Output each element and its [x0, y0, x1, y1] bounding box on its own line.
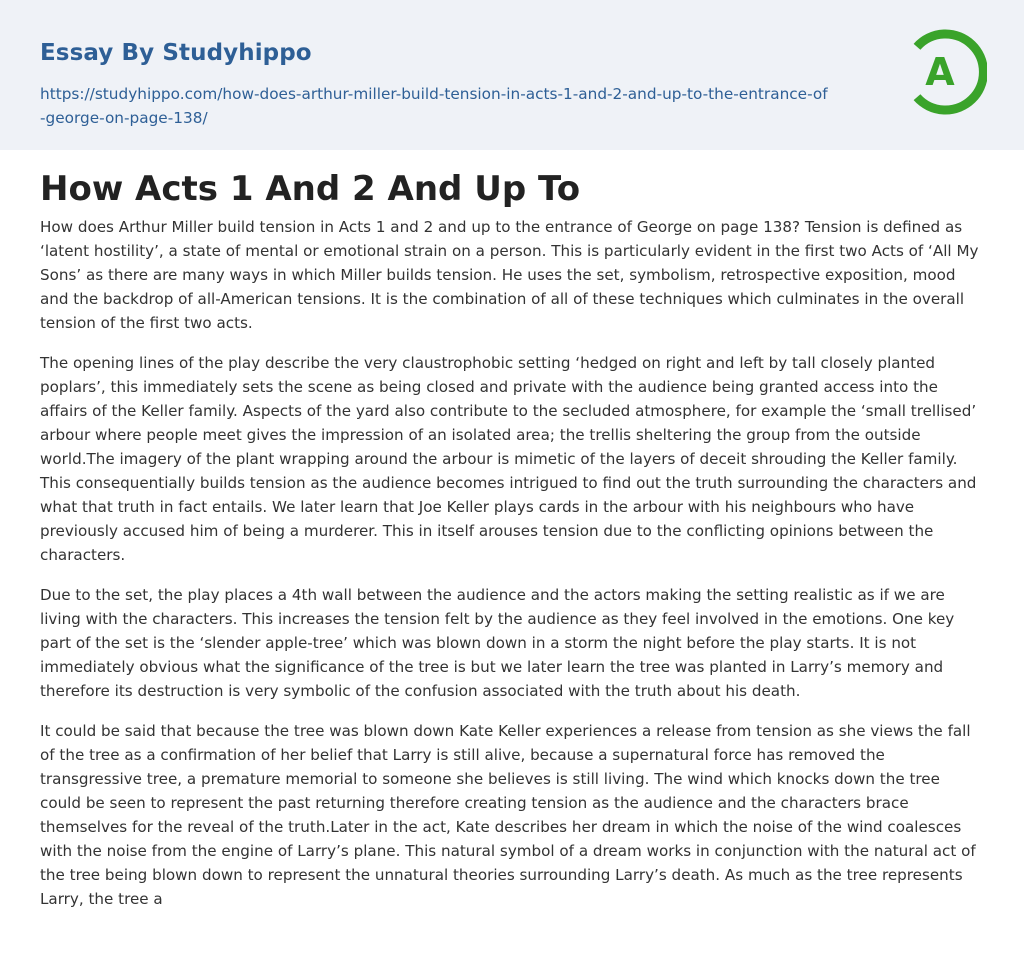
essay-body: [40, 215, 984, 927]
brand-title: Essay By Studyhippo: [40, 40, 312, 66]
essay-paragraph: The opening lines of the play describe the very claustrophobic setting ‘hedged on right and left by tall closely planted poplars’, this immediately sets the scene as being closed and private with the audience being granted access into the affairs of the Keller family. Aspects of the yard also contribute to the secluded atmosphere, for example the ‘small trellised’ arbour where people meet gives the impression of an isolated area; the trellis sheltering the group from the outside world.The imagery of the plant wrapping around the arbour is mimetic of the layers of deceit shrouding the Keller family. This consequentially builds tension as the audience becomes intrigued to find out the truth surrounding the characters and what that truth in fact entails. We later learn that Joe Keller plays cards in the arbour with his neighbours who have previously accused him of being a murderer. This in itself arouses tension due to the conflicting opinions between the characters.: [40, 354, 977, 564]
essay-paragraph: How does Arthur Miller build tension in Acts 1 and 2 and up to the entrance of George on page 138? Tension is defined as ‘latent hostility’, a state of mental or emotional strain on a person. This is particularly evident in the first two Acts of ‘All My Sons’ as there are many ways in which Miller builds tension. He uses the set, symbolism, retrospective exposition, mood and the backdrop of all-American tensions. It is the combination of all of these techniques which culminates in the overall tension of the first two acts.: [40, 218, 979, 332]
logo-letter: A: [925, 50, 955, 94]
studyhippo-logo-icon: [907, 28, 987, 116]
essay-title: How Acts 1 And 2 And Up To: [40, 169, 581, 209]
source-url-link[interactable]: https://studyhippo.com/how-does-arthur-miller-build-tension-in-acts-1-and-2-and-up-to-the-entrance-of-george-on-page-138/: [40, 85, 828, 127]
essay-paragraph: It could be said that because the tree was blown down Kate Keller experiences a release from tension as she views the fall of the tree as a confirmation of her belief that Larry is still alive, because a supernatural force has removed the transgressive tree, a premature memorial to someone she believes is still living. The wind which knocks down the tree could be seen to represent the past returning therefore creating tension as the audience and the characters brace themselves for the reveal of the truth.Later in the act, Kate describes her dream in which the noise of the wind coalesces with the noise from the engine of Larry’s plane. This natural symbol of a dream works in conjunction with the natural act of the tree being blown down to represent the unnatural theories surrounding Larry’s death. As much as the tree represents Larry, the tree a: [40, 722, 976, 908]
essay-paragraph: Due to the set, the play places a 4th wall between the audience and the actors making the setting realistic as if we are living with the characters. This increases the tension felt by the audience as they feel involved in the emotions. One key part of the set is the ‘slender apple-tree’ which was blown down in a storm the night before the play starts. It is not immediately obvious what the significance of the tree is but we later learn the tree was planted in Larry’s memory and therefore its destruction is very symbolic of the confusion associated with the truth about his death.: [40, 586, 955, 700]
header-banner: [0, 0, 1024, 150]
